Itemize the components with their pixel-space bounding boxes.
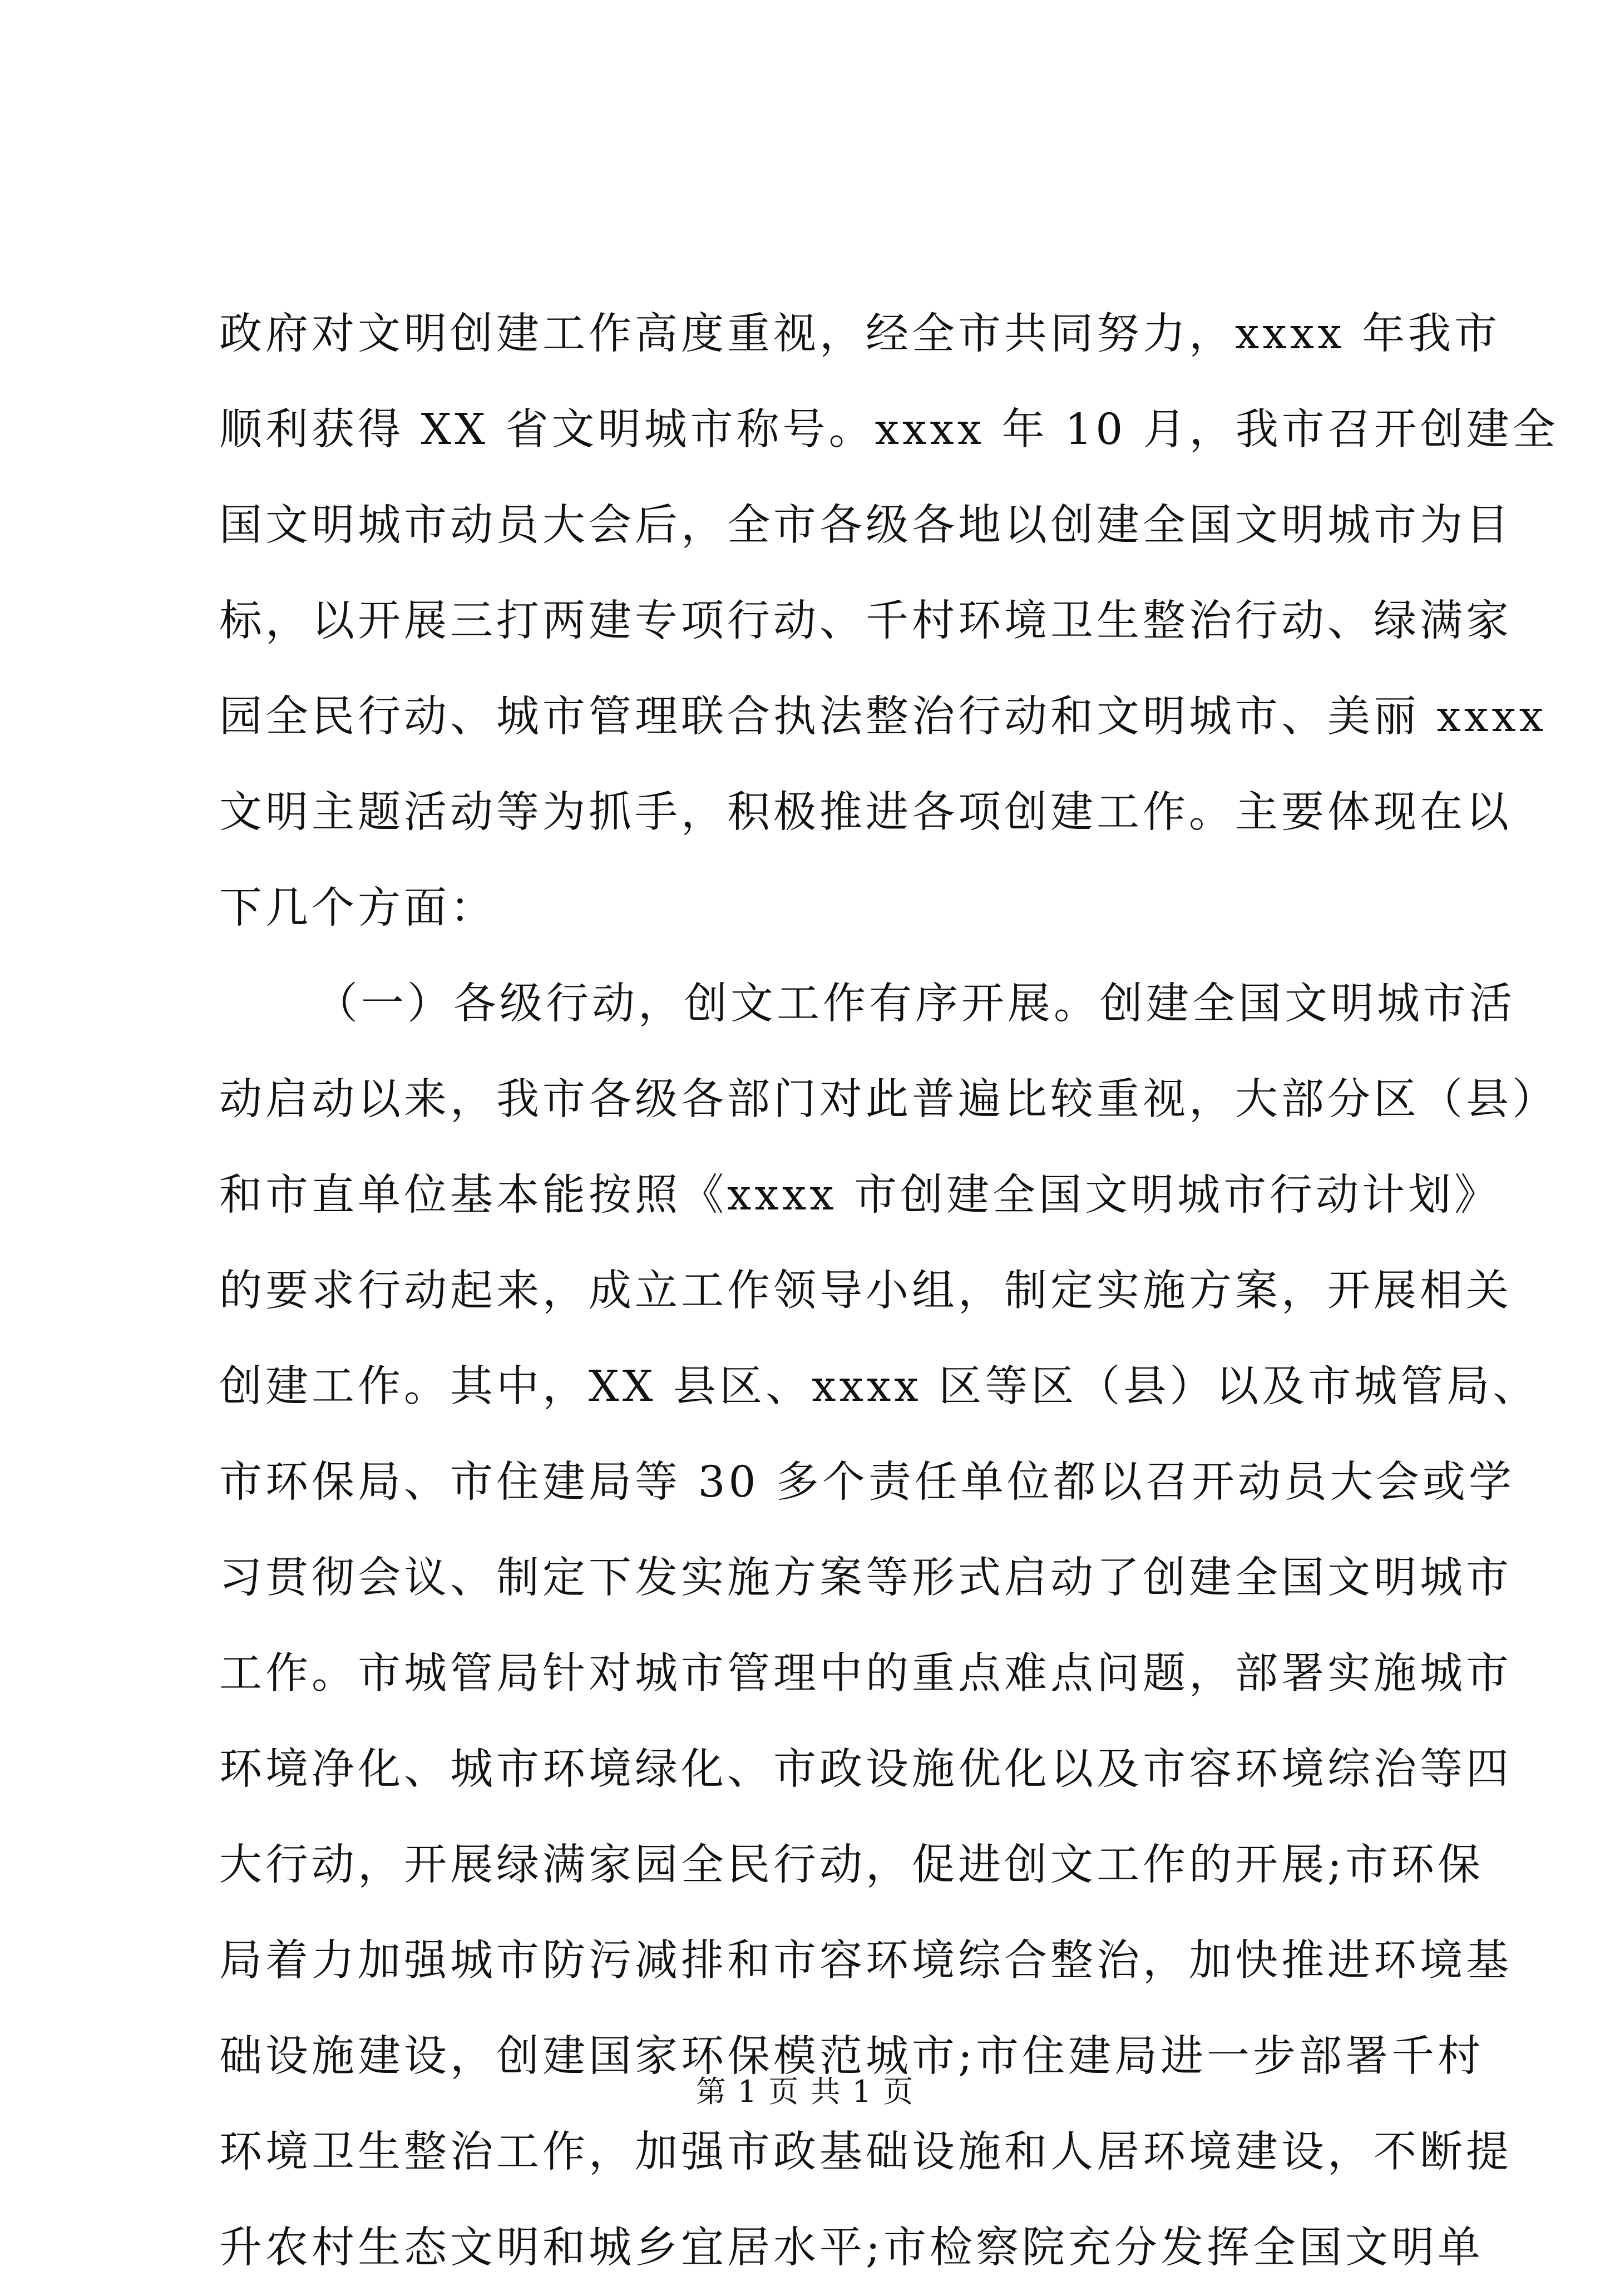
text-line: 国文明城市动员大会后，全市各级各地以创建全国文明城市为目: [219, 501, 1512, 550]
text-line: 环境净化、城市环境绿化、市政设施优化以及市容环境综治等四: [219, 1745, 1512, 1794]
text-line: 顺利获得 XX 省文明城市称号。xxxx 年 10 月，我市召开创建全: [219, 405, 1559, 455]
text-line: 工作。市城管局针对城市管理中的重点难点问题，部署实施城市: [219, 1649, 1512, 1698]
document-body: [219, 287, 1559, 2296]
text-line: 和市直单位基本能按照《xxxx 市创建全国文明城市行动计划》: [219, 1171, 1501, 1220]
text-line: 局着力加强城市防污减排和市容环境综合整治，加快推进环境基: [219, 1936, 1512, 1986]
text-line: 政府对文明创建工作高度重视，经全市共同努力，xxxx 年我市: [219, 309, 1501, 359]
text-line: 习贯彻会议、制定下发实施方案等形式启动了创建全国文明城市: [219, 1553, 1512, 1603]
text-line: 的要求行动起来，成立工作领导小组，制定实施方案，开展相关: [219, 1266, 1512, 1316]
page-number-footer: 第 1 页 共 1 页: [695, 2074, 915, 2109]
text-line: 市环保局、市住建局等 30 多个责任单位都以召开动员大会或学: [219, 1458, 1515, 1507]
text-line: 园全民行动、城市管理联合执法整治行动和文明城市、美丽 xxxx: [219, 692, 1547, 742]
text-line: 创建工作。其中，XX 县区、xxxx 区等区（县）以及市城管局、: [219, 1362, 1539, 1411]
text-line: 动启动以来，我市各级各部门对此普遍比较重视，大部分区（县）: [219, 1075, 1558, 1124]
text-line: 文明主题活动等为抓手，积极推进各项创建工作。主要体现在以: [219, 788, 1512, 837]
text-line: 大行动，开展绿满家园全民行动，促进创文工作的开展;市环保: [219, 1840, 1484, 1890]
text-line: 标，以开展三打两建专项行动、千村环境卫生整治行动、绿满家: [219, 596, 1512, 646]
text-line: （一）各级行动，创文工作有序开展。创建全国文明城市活: [315, 979, 1515, 1029]
paragraph-intro: [219, 287, 1559, 956]
text-line: 础设施建设，创建国家环保模范城市;市住建局进一步部署千村: [219, 2032, 1484, 2081]
text-line: 升农村生态文明和城乡宜居水平;市检察院充分发挥全国文明单: [219, 2223, 1484, 2273]
text-line: 环境卫生整治工作，加强市政基础设施和人居环境建设，不断提: [219, 2127, 1512, 2177]
text-line: 下几个方面：: [219, 883, 496, 933]
